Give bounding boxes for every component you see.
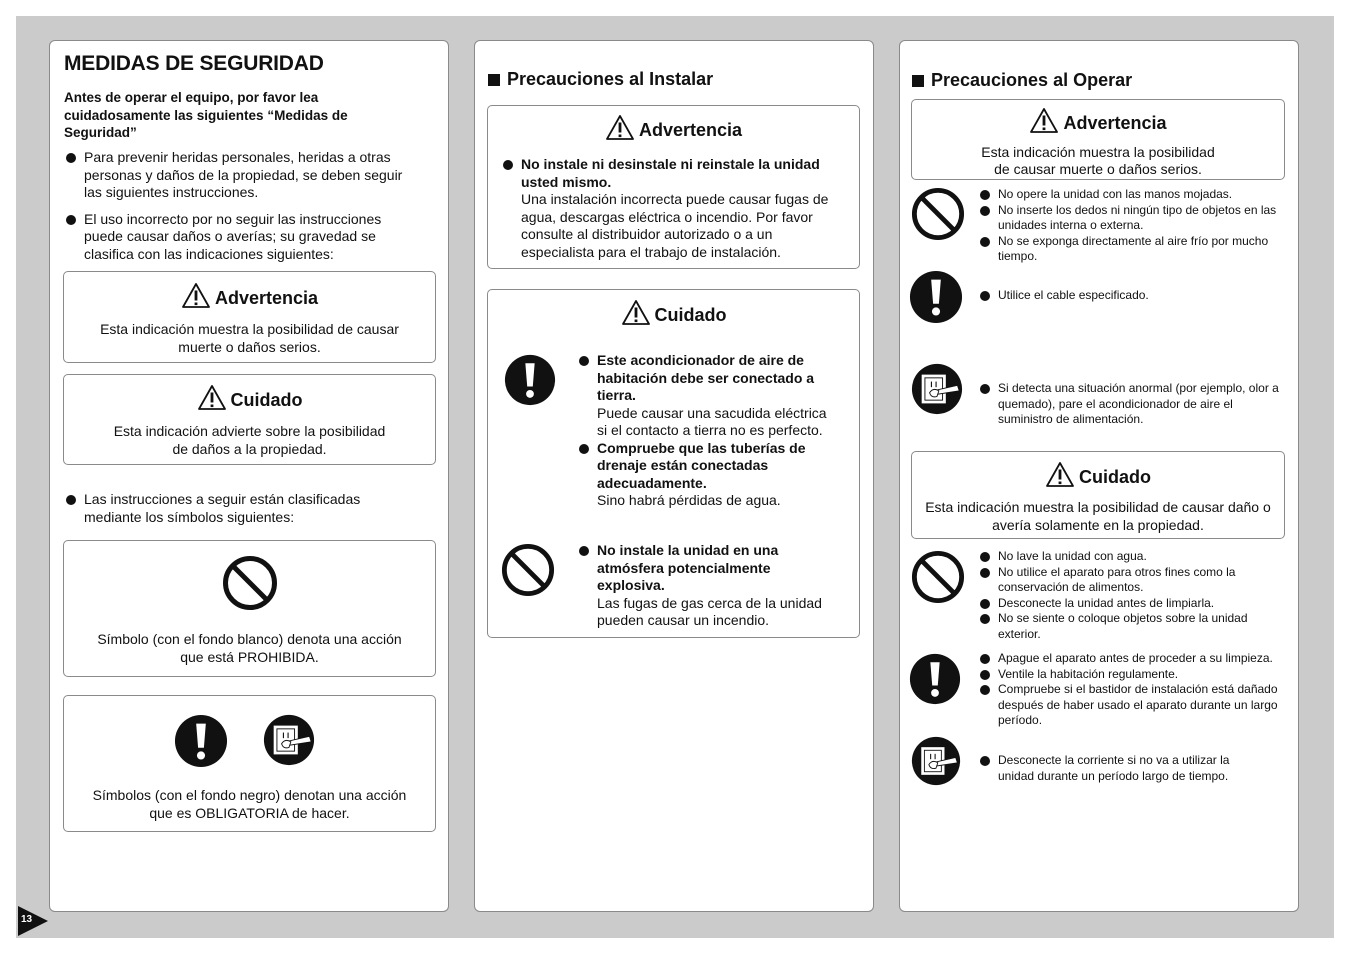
list-item: Apague el aparato antes de proceder a su limpieza. [978, 651, 1288, 667]
safety-measures-panel [49, 40, 449, 912]
item-text: Una instalación incorrecta puede causar fugas de agua, descargas eléctrica o incendio. Por favor consulte al distribuidor autorizado o a un especialista para el trabajo de instalación. [521, 191, 829, 260]
mandatory-symbol-box [63, 695, 436, 832]
item-text: Sino habrá pérdidas de agua. [597, 492, 781, 508]
prohibited-description: Símbolo (con el fondo blanco) denota una acción que está PROHIBIDA. [97, 631, 402, 665]
operate-caution-unplug-list [978, 753, 1268, 784]
caution-title: Cuidado [654, 305, 727, 325]
mandatory-icon [504, 354, 556, 406]
list-item: Compruebe si el bastidor de instalación está dañado después de haber usado el aparato durante un largo período. [978, 682, 1288, 729]
list-item [501, 156, 849, 261]
install-warning-box [487, 105, 860, 269]
list-item: Ventile la habitación regulamente. [978, 667, 1288, 683]
section-title-text: Precauciones al Instalar [507, 69, 714, 89]
list-item: Utilice el cable especificado. [978, 288, 1288, 304]
intro-bullets [64, 149, 424, 263]
list-item [577, 440, 839, 510]
list-item: Las instrucciones a seguir están clasificadas mediante los símbolos siguientes: [64, 491, 394, 526]
list-item: No se exponga directamente al aire frío por mucho tiempo. [978, 234, 1288, 265]
operate-caution-box [911, 451, 1285, 539]
operate-warning-prohibited-list [978, 187, 1288, 265]
list-item: No opere la unidad con las manos mojadas. [978, 187, 1288, 203]
item-heading: Compruebe que las tuberías de drenaje están conectadas adecuadamente. [597, 439, 806, 491]
mandatory-icon [909, 653, 961, 705]
caution-title: Cuidado [230, 390, 303, 410]
item-heading: Este acondicionador de aire de habitación debe ser conectado a tierra. [597, 352, 815, 403]
list-item: No utilice el aparato para otros fines como la conservación de alimentos. [978, 565, 1288, 596]
item-heading: No instale ni desinstale ni reinstale la unidad usted mismo. [521, 156, 820, 190]
warning-triangle-icon [181, 282, 211, 309]
caution-title: Cuidado [1079, 467, 1151, 487]
list-item: Para prevenir heridas personales, heridas a otras personas y daños de la propiedad, se deben seguir las siguientes instrucciones. [64, 149, 424, 202]
caution-legend-box [63, 374, 436, 465]
operate-warning-mandatory-list [978, 288, 1288, 304]
operation-precautions-panel [899, 40, 1299, 912]
installation-precautions-panel [474, 40, 874, 912]
warning-title: Advertencia [214, 288, 319, 308]
install-caution-list [577, 352, 839, 510]
symbols-bullet [64, 491, 394, 526]
caution-header [488, 299, 859, 326]
prohibited-icon [911, 187, 965, 241]
item-text: Las fugas de gas cerca de la unidad pueden causar un incendio. [597, 594, 822, 628]
install-caution-list-2 [577, 542, 839, 630]
install-caution-box [487, 289, 860, 638]
unplug-icon [263, 714, 315, 766]
warning-header [912, 107, 1284, 134]
warning-triangle-icon [621, 299, 651, 326]
square-bullet-icon [912, 75, 924, 87]
item-text: Puede causar una sacudida eléctrica si el contacto a tierra no es perfecto. [597, 404, 827, 438]
install-warning-list [501, 156, 849, 261]
list-item: No inserte los dedos ni ningún tipo de objetos en las unidades interna o externa. [978, 203, 1288, 234]
mandatory-description: Símbolos (con el fondo negro) denotan una acción que es OBLIGATORIA de hacer. [92, 787, 407, 821]
warning-description-line2: de causar muerte o daños serios. [994, 161, 1202, 177]
mandatory-icon [909, 270, 963, 324]
operate-caution-prohibited-list [978, 549, 1288, 642]
caution-description: Esta indicación muestra la posibilidad de causar daño o avería solamente en la propiedad. [925, 499, 1271, 533]
warning-description-line1: Esta indicación muestra la posibilidad [981, 144, 1215, 160]
warning-triangle-icon [1045, 461, 1075, 488]
warning-triangle-icon [197, 384, 227, 411]
caution-header [912, 461, 1284, 488]
warning-header [488, 114, 859, 141]
unplug-icon [911, 736, 961, 786]
warning-legend-box [63, 271, 436, 363]
prohibited-icon [501, 543, 555, 597]
section-title [912, 70, 1132, 91]
mandatory-icon [174, 714, 228, 768]
prohibited-icon [911, 550, 965, 604]
section-title [488, 69, 713, 90]
list-item: El uso incorrecto por no seguir las instrucciones puede causar daños o averías; su gravedad se clasifica con las indicaciones siguientes: [64, 211, 424, 264]
warning-title: Advertencia [1063, 113, 1167, 133]
item-heading: No instale la unidad en una atmósfera potencialmente explosiva. [597, 542, 779, 593]
page-title: MEDIDAS DE SEGURIDAD [64, 52, 324, 75]
caution-description-line2: de daños a la propiedad. [172, 441, 327, 457]
operate-warning-box [911, 99, 1285, 180]
list-item: Desconecte la unidad antes de limpiarla. [978, 596, 1288, 612]
list-item [577, 542, 839, 630]
operate-caution-mandatory-list [978, 651, 1288, 729]
warning-description: Esta indicación muestra la posibilidad de causar muerte o daños serios. [100, 321, 399, 355]
caution-description-line1: Esta indicación advierte sobre la posibilidad [113, 423, 386, 439]
caution-header [64, 384, 435, 411]
operate-warning-unplug-list [978, 381, 1288, 428]
list-item: No lave la unidad con agua. [978, 549, 1288, 565]
section-title-text: Precauciones al Operar [931, 70, 1133, 90]
list-item: Si detecta una situación anormal (por ejemplo, olor a quemado), pare el acondicionador de aire el suministro de alimentación. [978, 381, 1288, 428]
warning-triangle-icon [1029, 107, 1059, 134]
list-item: Desconecte la corriente si no va a utilizar la unidad durante un período largo de tiempo. [978, 753, 1268, 784]
list-item [577, 352, 839, 440]
page-number: 13 [21, 914, 33, 925]
prohibited-icon [222, 555, 278, 611]
square-bullet-icon [488, 74, 500, 86]
unplug-icon [911, 363, 963, 415]
intro-text: Antes de operar el equipo, por favor lea cuidadosamente las siguientes “Medidas de Seguridad” [64, 90, 348, 140]
list-item: No se siente o coloque objetos sobre la unidad exterior. [978, 611, 1288, 642]
prohibited-symbol-box [63, 540, 436, 677]
warning-title: Advertencia [638, 120, 743, 140]
warning-header [64, 282, 435, 309]
warning-triangle-icon [605, 114, 635, 141]
